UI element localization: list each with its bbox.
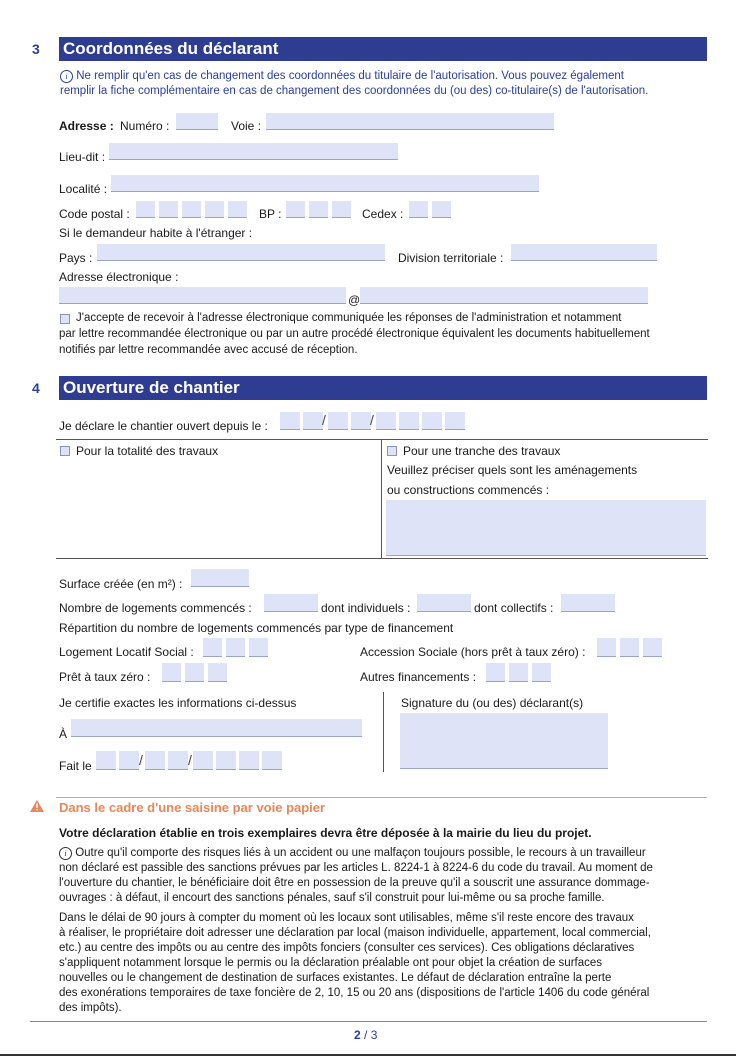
- paper-para2-line6: des exonérations temporaires de taxe foncière de 2, 10, 15 ou 20 ans (dispositions de l'article 1406 du code général: [59, 987, 650, 999]
- date-year-cell[interactable]: [399, 412, 419, 430]
- code-postal-cell[interactable]: [182, 201, 201, 218]
- tranche-checkbox[interactable]: [387, 446, 397, 456]
- adresse-label: Adresse :: [59, 119, 114, 133]
- surface-input[interactable]: [191, 569, 249, 587]
- date-year-cell[interactable]: [422, 412, 442, 430]
- fait-le-year-cell[interactable]: [262, 751, 282, 770]
- totalite-checkbox[interactable]: [60, 446, 70, 456]
- email-label: Adresse électronique :: [59, 270, 179, 284]
- lls-cell[interactable]: [249, 638, 268, 657]
- ptz-label: Prêt à taux zéro :: [59, 670, 151, 684]
- logements-label: Nombre de logements commencés :: [59, 601, 252, 615]
- amenagements-textarea[interactable]: [386, 500, 706, 556]
- voie-label: Voie :: [231, 119, 262, 133]
- bp-cell[interactable]: [309, 201, 328, 218]
- page-indicator: [354, 1028, 377, 1042]
- paper-para2-line2: à réaliser, le propriétaire doit adresser une déclaration par local (maison individuelle, appartement, local commercial,: [59, 927, 651, 939]
- warning-triangle-icon: [30, 800, 44, 812]
- lieudit-label: Lieu-dit :: [59, 150, 106, 164]
- certifie-label: Je certifie exactes les informations ci-dessus: [59, 696, 297, 710]
- date-slash: /: [370, 412, 374, 428]
- footer-line: [30, 1021, 707, 1022]
- fait-le-slash: /: [139, 752, 143, 768]
- etranger-label: Si le demandeur habite à l'étranger :: [59, 226, 253, 240]
- preciser-line2: ou constructions commencés :: [387, 483, 550, 497]
- section-3-info-line2: remplir la fiche complémentaire en cas de changement des coordonnées du (ou des) co-titulaire(s) de l'autorisation.: [60, 85, 649, 97]
- individuels-label: dont individuels :: [321, 601, 411, 615]
- section-3-number: 3: [32, 41, 40, 57]
- email-domain-input[interactable]: [360, 287, 648, 304]
- fait-le-year-cell[interactable]: [193, 751, 213, 770]
- paper-title: Dans le cadre d'une saisine par voie papier: [59, 800, 326, 815]
- paper-para1-line1: i Outre qu'il comporte des risques liés à un accident ou une malfaçon toujours possible, le recours à un travailleur: [59, 847, 646, 861]
- fait-le-year-cell[interactable]: [216, 751, 236, 770]
- consent-line3: notifiés par lettre recommandée avec accusé de réception.: [59, 344, 358, 356]
- bp-cell[interactable]: [286, 201, 305, 218]
- voie-input[interactable]: [266, 113, 554, 130]
- totalite-label: Pour la totalité des travaux: [76, 444, 219, 458]
- autres-cell[interactable]: [486, 663, 505, 682]
- accession-cell[interactable]: [620, 638, 639, 657]
- signature-box[interactable]: [400, 713, 608, 769]
- lieu-input[interactable]: [71, 719, 362, 737]
- date-slash: /: [322, 412, 326, 428]
- date-month-cell[interactable]: [328, 412, 348, 430]
- fait-le-month-cell[interactable]: [145, 751, 165, 770]
- consent-line1: J'accepte de recevoir à l'adresse électronique communiquée les réponses de l'administration et notamment: [76, 312, 622, 324]
- date-year-cell[interactable]: [376, 412, 396, 430]
- ptz-cell[interactable]: [208, 663, 227, 682]
- cedex-cell[interactable]: [432, 201, 451, 218]
- section-3-title: Coordonnées du déclarant: [59, 37, 707, 61]
- fait-le-day-cell[interactable]: [96, 751, 116, 770]
- lieudit-input[interactable]: [109, 143, 398, 160]
- paper-para2-line3: etc.) au centre des impôts ou au centre des impôts fonciers (consulter ces services). Ces obligations déclaratives: [59, 942, 635, 954]
- date-month-cell[interactable]: [351, 412, 371, 430]
- numero-input[interactable]: [176, 113, 218, 130]
- lls-label: Logement Locatif Social :: [59, 645, 194, 659]
- collectifs-label: dont collectifs :: [474, 601, 554, 615]
- surface-label: Surface créée (en m²) :: [59, 577, 183, 591]
- ptz-cell[interactable]: [162, 663, 181, 682]
- collectifs-input[interactable]: [561, 594, 615, 612]
- code-postal-cell[interactable]: [205, 201, 224, 218]
- paper-para1-line2: non déclaré est passible des sanctions prévues par les articles L. 8224-1 à 8224-6 du code du travail. Au moment de: [59, 862, 653, 874]
- division-label: Division territoriale :: [398, 251, 504, 265]
- repartition-label: Répartition du nombre de logements commencés par type de financement: [59, 621, 454, 635]
- paper-para2-line5: nouvelles ou le changement de destination de surfaces existantes. Le défaut de déclaration entraîne la perte: [59, 972, 612, 984]
- section-4-number: 4: [32, 380, 40, 396]
- table-divider: [381, 439, 382, 559]
- fait-le-month-cell[interactable]: [168, 751, 188, 770]
- consent-line2: par lettre recommandée électronique ou par un autre procédé électronique équivalent les documents habituellement: [59, 328, 650, 340]
- paper-para1-line4: ouvrages : à défaut, il encourt des sanctions pénales, sauf s'il construit pour lui-même ou sa proche famille.: [59, 892, 605, 904]
- at-sign: @: [348, 293, 361, 307]
- paper-top-line: [56, 797, 707, 798]
- accession-label: Accession Sociale (hors prêt à taux zéro) :: [360, 645, 586, 659]
- numero-label: Numéro :: [120, 119, 170, 133]
- bp-label: BP :: [259, 207, 282, 221]
- fait-le-year-cell[interactable]: [239, 751, 259, 770]
- code-postal-label: Code postal :: [59, 207, 130, 221]
- paper-para2-line7: des impôts).: [59, 1002, 122, 1014]
- code-postal-cell[interactable]: [159, 201, 178, 218]
- code-postal-cell[interactable]: [136, 201, 155, 218]
- date-year-cell[interactable]: [445, 412, 465, 430]
- table-top-line: [56, 439, 708, 440]
- accession-cell[interactable]: [597, 638, 616, 657]
- bp-cell[interactable]: [332, 201, 351, 218]
- page-current: 2: [354, 1028, 361, 1042]
- division-input[interactable]: [511, 244, 657, 261]
- page-total: 3: [370, 1028, 378, 1042]
- fait-le-day-cell[interactable]: [119, 751, 139, 770]
- consent-checkbox[interactable]: [60, 314, 70, 324]
- date-day-cell[interactable]: [303, 412, 323, 430]
- pays-input[interactable]: [97, 244, 385, 261]
- fait-le-label: Fait le: [59, 759, 92, 773]
- date-day-cell[interactable]: [280, 412, 300, 430]
- preciser-line1: Veuillez préciser quels sont les aménagements: [387, 463, 638, 477]
- declare-label: Je déclare le chantier ouvert depuis le :: [59, 419, 268, 433]
- cedex-cell[interactable]: [409, 201, 428, 218]
- paper-para1-line3: l'ouverture du chantier, le bénéficiaire doit être en possession de la preuve qu'il a souscrit une assurance dommage-: [59, 877, 650, 889]
- code-postal-cell[interactable]: [228, 201, 247, 218]
- cedex-label: Cedex :: [362, 207, 404, 221]
- autres-cell[interactable]: [509, 663, 528, 682]
- logements-input[interactable]: [264, 594, 318, 612]
- ptz-cell[interactable]: [185, 663, 204, 682]
- paper-para2-line4: s'appliquent notamment lorsque le permis ou la déclaration préalable ont pour objet la création de surfaces: [59, 957, 603, 969]
- section-3-info-line1: i Ne remplir qu'en cas de changement des coordonnées du titulaire de l'autorisation. Vous pouvez également: [60, 69, 624, 83]
- a-label: À: [59, 727, 68, 741]
- page-separator: /: [360, 1028, 371, 1042]
- info-icon: i: [60, 70, 73, 83]
- paper-bold-line: Votre déclaration établie en trois exemplaires devra être déposée à la mairie du lieu du projet.: [59, 826, 592, 840]
- table-bottom-line: [56, 558, 708, 559]
- signature-label: Signature du (ou des) déclarant(s): [401, 696, 584, 710]
- lls-cell[interactable]: [203, 638, 222, 657]
- fait-le-slash: /: [188, 752, 192, 768]
- signature-divider: [383, 692, 384, 772]
- autres-label: Autres financements :: [360, 670, 477, 684]
- section-4-title: Ouverture de chantier: [59, 376, 707, 400]
- info-icon: i: [59, 847, 72, 860]
- localite-label: Localité :: [59, 182, 108, 196]
- autres-cell[interactable]: [532, 663, 551, 682]
- accession-cell[interactable]: [643, 638, 662, 657]
- localite-input[interactable]: [111, 175, 539, 192]
- individuels-input[interactable]: [417, 594, 471, 612]
- paper-para2-line1: Dans le délai de 90 jours à compter du moment où les locaux sont utilisables, même s'il reste encore des travaux: [59, 912, 634, 924]
- tranche-label: Pour une tranche des travaux: [403, 444, 561, 458]
- pays-label: Pays :: [59, 251, 93, 265]
- email-local-input[interactable]: [59, 287, 346, 304]
- lls-cell[interactable]: [226, 638, 245, 657]
